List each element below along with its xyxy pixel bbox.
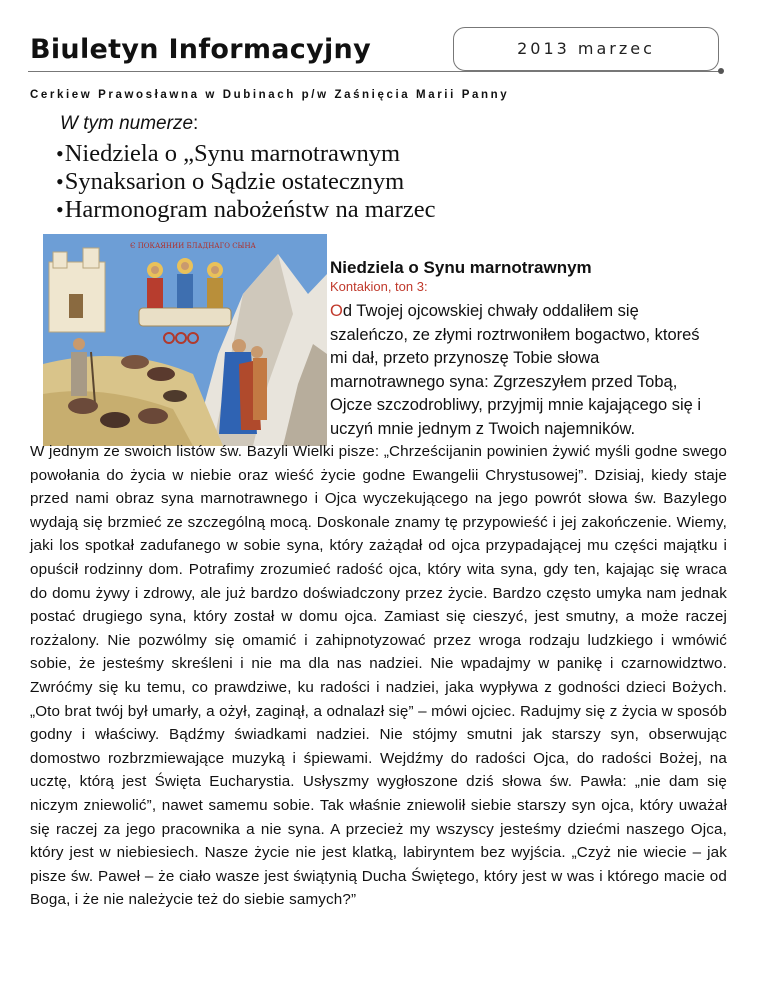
bullet-icon: • <box>56 169 64 194</box>
issue-date: 2013 marzec <box>517 39 655 58</box>
contents-heading-text: W tym numerze <box>60 113 194 134</box>
date-tab <box>453 27 719 71</box>
bullet-icon: • <box>56 141 64 166</box>
bullet-icon: • <box>56 197 64 222</box>
drop-initial: O <box>330 302 343 320</box>
article-body: W jednym ze swoich listów św. Bazyli Wielki pisze: „Chrześcijanin powinien żywić myśli godne swego powołania do życia w niebie oraz wieść życie godne Ewangelii Chrystusowej”. Dzisiaj, kiedy staje przed nami obraz syna marnotrawnego i Ojca wyczekującego na jego powrót słowa św. Bazylego wydają się brzmieć ze szczególną mocą. Doskonale znamy tę przypowieść i jej zakończenie. Wiemy, jaki los spotkał zadufanego w sobie syna, który zażądał od ojca przypadającej mu części majątku i opuścił rodzinny dom. Potrafimy zrozumieć radość ojca, który wita syna, gdy ten, kajając się wraca do domu żywy i zdrowy, ale już bardzo doświadczony przez życie. Bardzo często umyka nam jednak postać drugiego syna, który został w domu ojca. Zamiast się cieszyć, jest smutny, a może raczej rozżalony. Nie pozwólmy się omamić i zahipnotyzować przez wroga rodzaju ludzkiego i wmówić sobie, że jesteśmy skreśleni i nie ma dla nas nadziei. Nie wpadajmy w panikę i czarnowidztwo. Zwróćmy się ku temu, co prawdziwe, ku radości i nadziei, jaka wypływa z godności dzieci Bożych. „Oto brat twój był umarły, a ożył, zaginął, a odnalazł się” – mówi ojciec. Radujmy się z życia w sposób godny i właściwy. Bądźmy świadkami nadziei. Nie stójmy smutni jak starszy syn, obserwując domostwo rozbrzmiewające muzyką i śpiewami. Wejdźmy do radości Ojca, do radości Bożej, na ucztę, którą jest Święta Eucharystia. Usłyszmy wygłoszone dziś słowa św. Pawła: „nie dam się niczym zniewolić”, nawet samemu sobie. Tak właśnie zniewolił siebie starszy syn ojca, który uważał się raczej za jego pracownika a nie syna. A przecież my wszyscy jesteśmy dziećmi naszego Ojca, który jest w niebiesiech. Nasze życie nie jest klatką, labiryntem bez wyjścia. „Czyż nie wiecie – jak pisze św. Paweł – że ciało wasze jest świątynią Ducha Świętego, który jest w was i którego macie od Boga, i że nie należycie też do siebie samych?” <box>30 443 727 909</box>
kontakion-label: Kontakion, ton 3: <box>330 279 428 294</box>
header-rule <box>28 71 720 72</box>
icon-inscription: Є ПОКАЯНИИ БЛѦДНАГО СЫНА <box>130 242 256 250</box>
kontakion-text <box>330 300 715 441</box>
contents-item <box>56 140 435 168</box>
contents-heading-colon: : <box>193 113 199 134</box>
kontakion-body: d Twojej ojcowskiej chwały oddaliłem się szaleńczo, ze złymi roztrwoniłem bogactwo, ktoreś mi dał, przeto przynoszę Tobie słowa marnotrawnego syna: Zgrzeszyłem przed Tobą, Ojcze szczodrobliwy, przyjmij mnie kajającego się i uczyń mnie jednym z Twoich najemników. <box>330 302 702 438</box>
parish-subtitle: Cerkiew Prawosławna w Dubinach p/w Zaśnięcia Marii Panny <box>30 89 510 101</box>
contents-item-label: Synaksarion o Sądzie ostatecznym <box>64 168 405 195</box>
contents-item <box>56 168 435 196</box>
contents-heading <box>60 113 198 135</box>
article-title: Niedziela o Synu marnotrawnym <box>330 258 592 277</box>
contents-list <box>56 140 435 224</box>
icon-illustration <box>43 234 327 446</box>
contents-item <box>56 196 435 224</box>
newsletter-title: Biuletyn Informacyjny <box>30 34 371 65</box>
prodigal-son-icon-image <box>43 234 327 446</box>
contents-item-label: Niedziela o „Synu marnotrawnym <box>64 140 401 167</box>
rule-end-dot <box>718 68 724 74</box>
contents-item-label: Harmonogram nabożeństw na marzec <box>64 196 436 223</box>
